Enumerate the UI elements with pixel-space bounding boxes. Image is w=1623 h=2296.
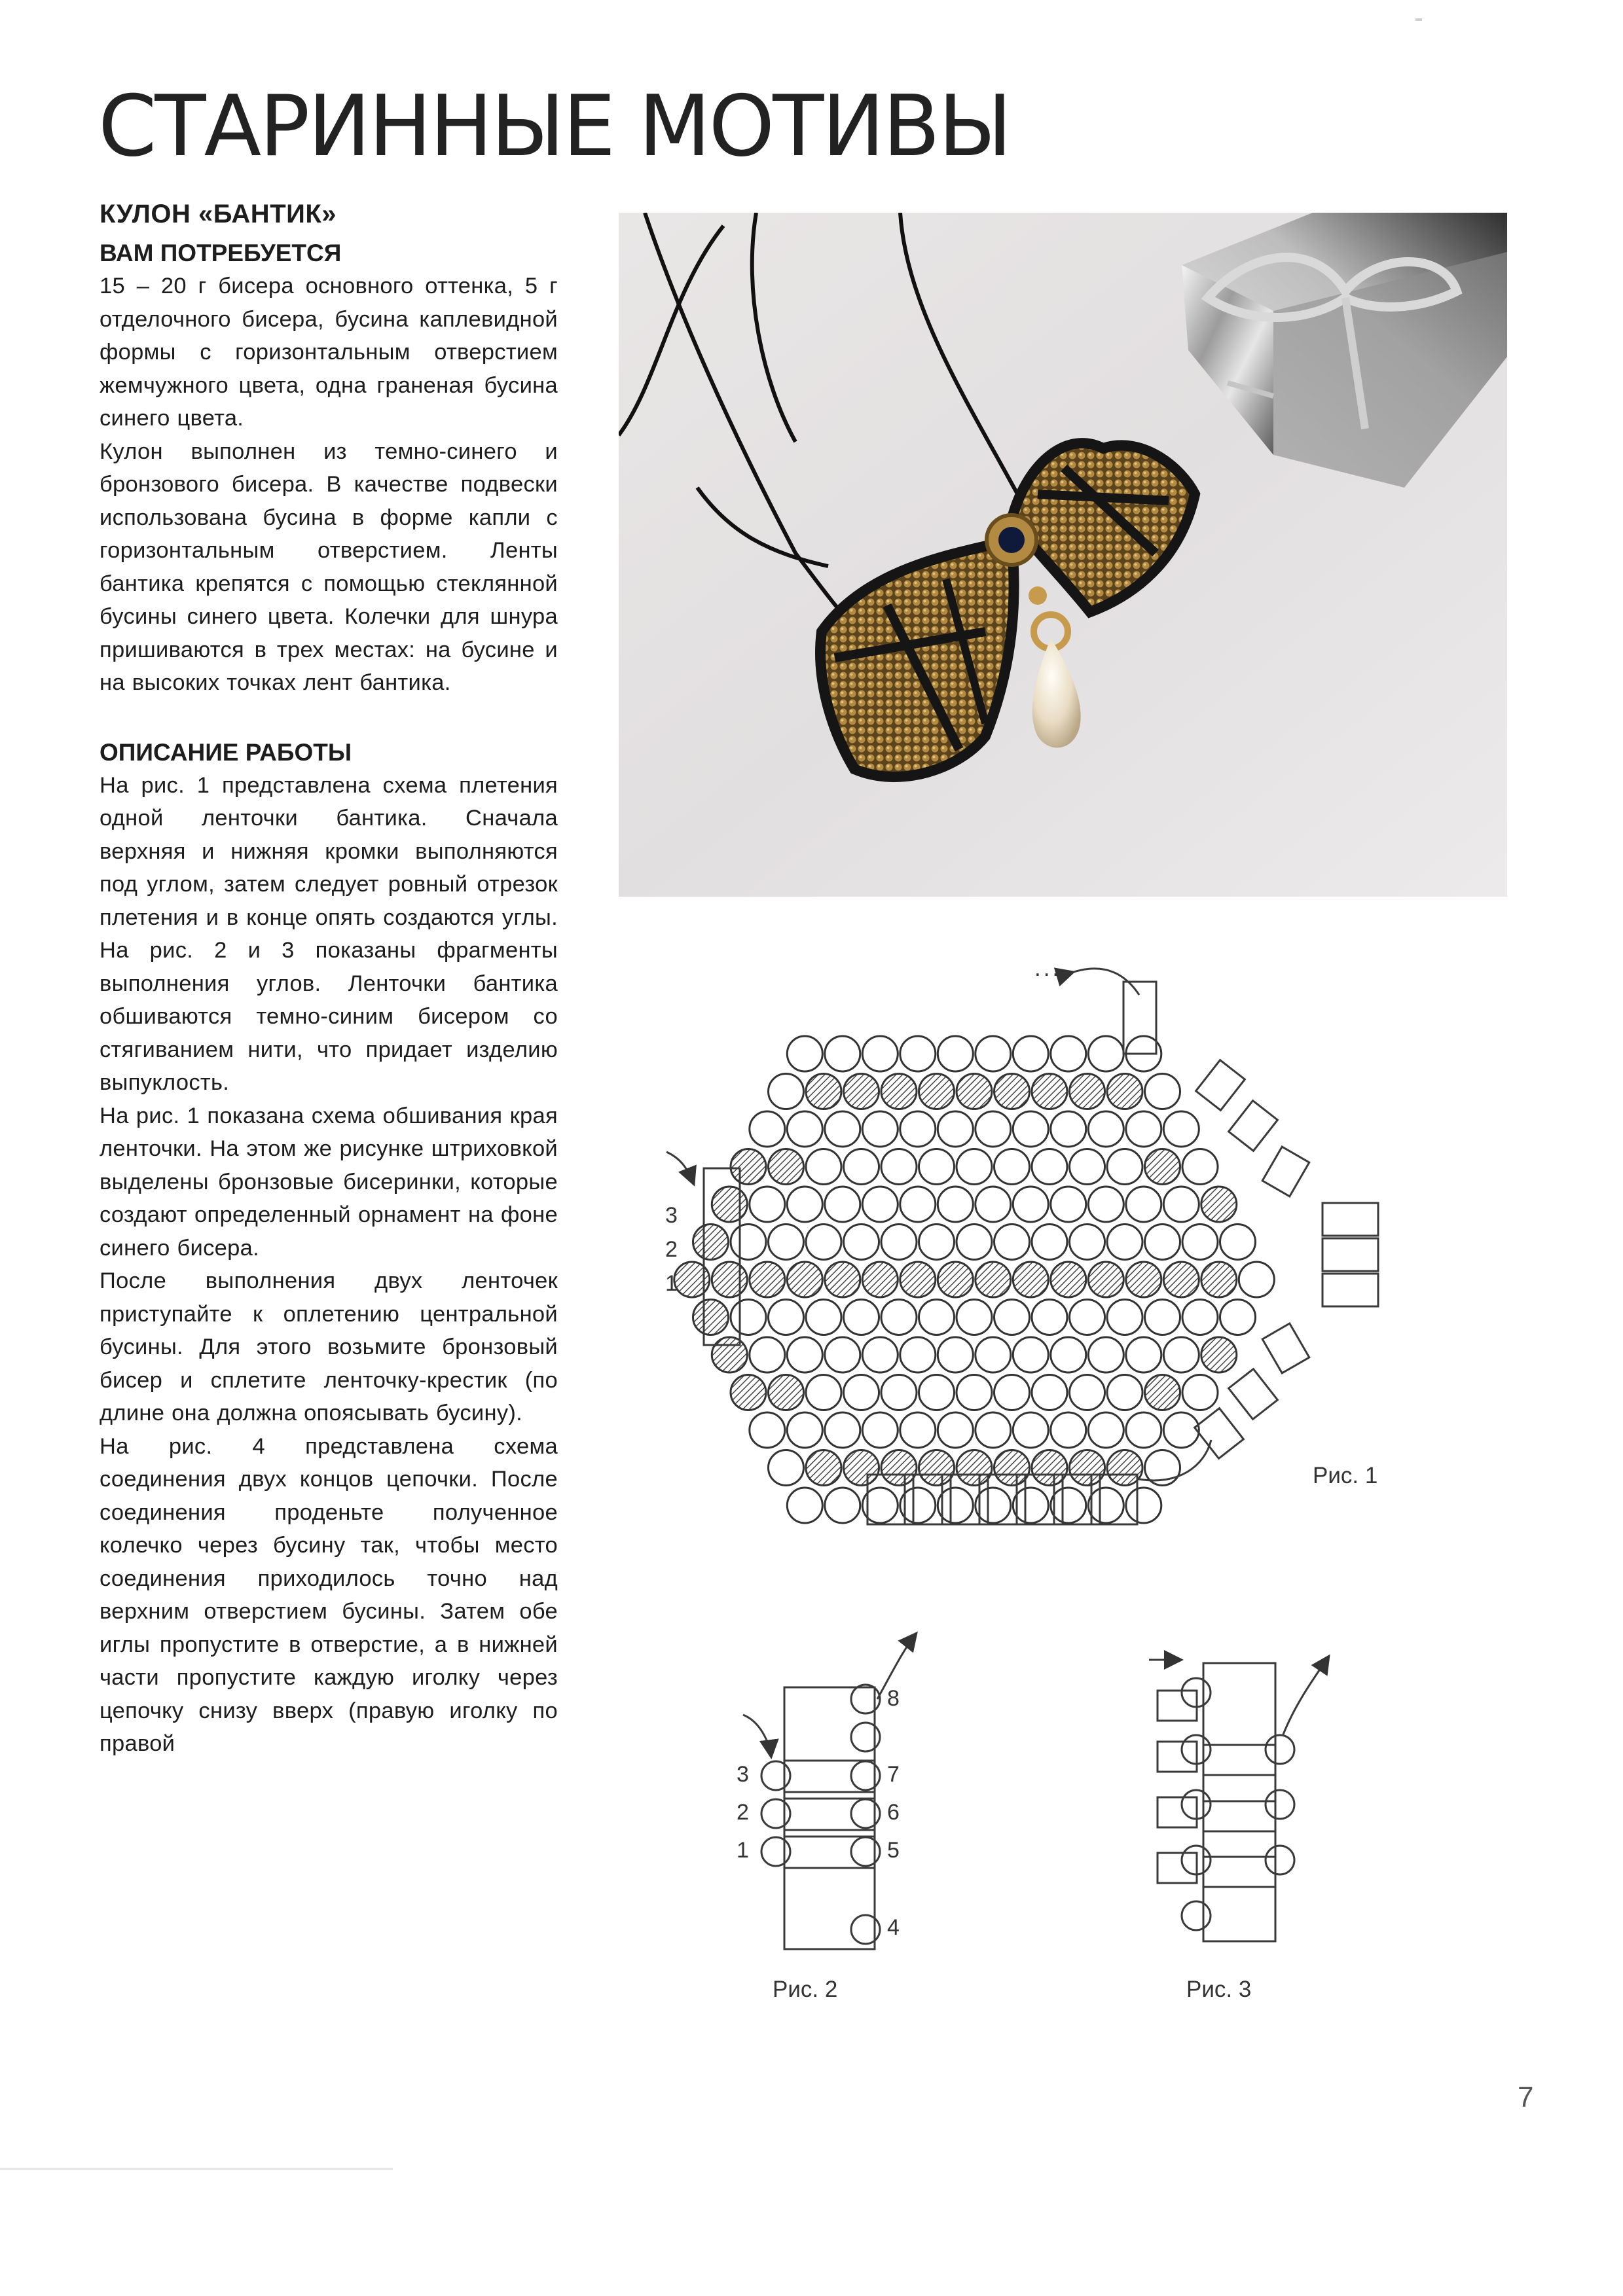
blue-bead bbox=[787, 1337, 822, 1372]
blue-bead bbox=[1126, 1488, 1161, 1523]
blue-bead bbox=[881, 1375, 917, 1410]
bronze-bead bbox=[1163, 1262, 1199, 1297]
blue-bead bbox=[1088, 1111, 1123, 1147]
blue-bead bbox=[957, 1149, 992, 1185]
blue-bead bbox=[881, 1149, 917, 1185]
blue-bead bbox=[825, 1488, 860, 1523]
bronze-bead bbox=[1145, 1149, 1180, 1185]
blue-bead bbox=[1182, 1149, 1218, 1185]
blue-bead bbox=[976, 1187, 1011, 1222]
bronze-bead bbox=[862, 1262, 898, 1297]
bronze-bead bbox=[1032, 1074, 1067, 1109]
blue-bead bbox=[1107, 1149, 1142, 1185]
work-heading: ОПИСАНИЕ РАБОТЫ bbox=[100, 738, 352, 766]
intro-text: Кулон выполнен из темно-синего и бронзового бисера. В качестве подвески использована бусина в форме капли с горизонтальным отверстием. Ленты бантика крепятся с помощью стеклянной бусины синего цвета. Колечки для шнура пришиваются в трех местах: на бусине и на высоких точках лент бантика. bbox=[100, 439, 558, 695]
bronze-bead bbox=[994, 1074, 1030, 1109]
blue-bead bbox=[1107, 1375, 1142, 1410]
blue-bead bbox=[731, 1225, 766, 1260]
blue-bead bbox=[994, 1300, 1030, 1335]
work-paragraph-4: На рис. 4 представлена схема соединения двух концов цепочки. После соединения проденьте полученное колечко через бусину так, чтобы место соединения приходилось точно над верхним отверстием бусины. Затем обе иглы пропустите в отверстие, а в нижней части пропустите каждую иголку через цепочку снизу вверх (правую иголку по правой bbox=[100, 1433, 558, 1756]
blue-bead bbox=[938, 1337, 973, 1372]
blue-bead bbox=[1126, 1111, 1161, 1147]
blue-bead bbox=[787, 1488, 822, 1523]
blue-bead bbox=[1163, 1337, 1199, 1372]
blue-bead bbox=[1088, 1412, 1123, 1448]
blue-bead bbox=[825, 1036, 860, 1071]
blue-bead bbox=[1126, 1187, 1161, 1222]
bronze-bead bbox=[844, 1450, 879, 1486]
blue-bead bbox=[731, 1300, 766, 1335]
blue-bead bbox=[938, 1412, 973, 1448]
blue-bead bbox=[769, 1450, 804, 1486]
blue-bead bbox=[769, 1300, 804, 1335]
figure-2-left-number-3: 3 bbox=[737, 1762, 749, 1787]
work-paragraph-2: На рис. 1 показана схема обшивания края ленточки. На этом же рисунке штриховкой выделены бронзовые бисеринки, которые создают определенный орнамент на фоне синего бисера. bbox=[100, 1103, 558, 1261]
blue-bead bbox=[806, 1149, 841, 1185]
bronze-bead bbox=[693, 1300, 729, 1335]
article-subtitle: КУЛОН «БАНТИК» bbox=[100, 200, 337, 228]
blue-bead bbox=[1163, 1412, 1199, 1448]
blue-bead bbox=[750, 1111, 785, 1147]
blue-bead bbox=[994, 1149, 1030, 1185]
blue-bead bbox=[1126, 1337, 1161, 1372]
blue-bead bbox=[806, 1375, 841, 1410]
blue-bead bbox=[787, 1412, 822, 1448]
blue-bead bbox=[938, 1187, 973, 1222]
blue-bead bbox=[1088, 1337, 1123, 1372]
blue-bead bbox=[825, 1111, 860, 1147]
work-paragraph-3: После выполнения двух ленточек приступайте к оплетению центральной бусины. Для этого возьмите бронзовый бисер и сплетите ленточку-крестик (по длине она должна опоясывать бусину). bbox=[100, 1268, 558, 1426]
blue-bead bbox=[1126, 1412, 1161, 1448]
blue-bead bbox=[825, 1412, 860, 1448]
blue-bead bbox=[862, 1111, 898, 1147]
blue-bead bbox=[769, 1074, 804, 1109]
blue-bead bbox=[1163, 1111, 1199, 1147]
bronze-bead bbox=[806, 1450, 841, 1486]
blue-bead bbox=[750, 1337, 785, 1372]
blue-bead bbox=[881, 1225, 917, 1260]
bronze-bead bbox=[1070, 1074, 1105, 1109]
blue-bead bbox=[976, 1412, 1011, 1448]
blue-bead bbox=[976, 1488, 1011, 1523]
figure-2-right-number-8: 8 bbox=[887, 1686, 900, 1711]
blue-bead bbox=[787, 1187, 822, 1222]
bronze-bead bbox=[787, 1262, 822, 1297]
blue-bead bbox=[1070, 1375, 1105, 1410]
blue-bead bbox=[1145, 1300, 1180, 1335]
blue-bead bbox=[1013, 1036, 1048, 1071]
blue-bead bbox=[1032, 1149, 1067, 1185]
blue-bead bbox=[787, 1111, 822, 1147]
blue-bead bbox=[844, 1375, 879, 1410]
figure-2-right-number-5: 5 bbox=[887, 1838, 900, 1863]
bronze-bead bbox=[825, 1262, 860, 1297]
bronze-bead bbox=[1201, 1187, 1237, 1222]
footer-rule bbox=[0, 2168, 393, 2170]
bronze-bead bbox=[881, 1074, 917, 1109]
blue-bead bbox=[806, 1300, 841, 1335]
blue-bead bbox=[1051, 1412, 1086, 1448]
blue-bead bbox=[994, 1225, 1030, 1260]
bronze-bead bbox=[976, 1262, 1011, 1297]
figure-3-diagram bbox=[1149, 1656, 1329, 1941]
blue-bead bbox=[957, 1300, 992, 1335]
blue-bead bbox=[844, 1300, 879, 1335]
bronze-bead bbox=[1145, 1375, 1180, 1410]
blue-bead bbox=[862, 1187, 898, 1222]
figure-2-left-number-2: 2 bbox=[737, 1800, 749, 1825]
bronze-bead bbox=[806, 1074, 841, 1109]
figure-2-diagram bbox=[743, 1633, 917, 1949]
bronze-bead bbox=[1088, 1262, 1123, 1297]
bronze-bead bbox=[881, 1450, 917, 1486]
work-paragraph-1: На рис. 1 представлена схема плетения одной ленточки бантика. Сначала верхняя и нижняя кромки выполняются под углом, затем следует ровный отрезок плетения и в конце опять создаются углы. На рис. 2 и 3 показаны фрагменты выполнения углов. Ленточки бантика обшиваются темно-синим бисером со стягиванием нити, что придает изделию выпуклость. bbox=[100, 772, 558, 1095]
bronze-bead bbox=[712, 1187, 747, 1222]
blue-bead bbox=[1032, 1300, 1067, 1335]
blue-bead bbox=[900, 1111, 936, 1147]
figure-2-left-number-1: 1 bbox=[737, 1838, 749, 1863]
blue-bead bbox=[957, 1375, 992, 1410]
blue-bead bbox=[1220, 1225, 1256, 1260]
blue-bead bbox=[957, 1225, 992, 1260]
blue-bead bbox=[1107, 1300, 1142, 1335]
blue-bead bbox=[1032, 1375, 1067, 1410]
bronze-bead bbox=[769, 1149, 804, 1185]
bronze-bead bbox=[712, 1337, 747, 1372]
page-title: СТАРИННЫЕ МОТИВЫ bbox=[98, 78, 1010, 175]
bronze-bead bbox=[731, 1149, 766, 1185]
bronze-bead bbox=[1201, 1262, 1237, 1297]
blue-bead bbox=[1088, 1036, 1123, 1071]
blue-bead bbox=[862, 1036, 898, 1071]
blue-bead bbox=[919, 1149, 955, 1185]
bronze-bead bbox=[938, 1262, 973, 1297]
blue-bead bbox=[844, 1225, 879, 1260]
figure-2-right-number-4: 4 bbox=[887, 1915, 900, 1940]
blue-bead bbox=[1145, 1225, 1180, 1260]
bronze-bead bbox=[769, 1375, 804, 1410]
blue-bead bbox=[825, 1187, 860, 1222]
blue-bead bbox=[1107, 1225, 1142, 1260]
needs-text: 15 – 20 г бисера основного оттенка, 5 г отделочного бисера, бусина каплевидной формы с горизонтальным отверстием жемчужного цвета, одна граненая бусина синего цвета. bbox=[100, 274, 558, 431]
blue-bead bbox=[938, 1111, 973, 1147]
blue-bead bbox=[1182, 1300, 1218, 1335]
blue-bead bbox=[1051, 1488, 1086, 1523]
blue-bead bbox=[1088, 1187, 1123, 1222]
blue-bead bbox=[1088, 1488, 1123, 1523]
figure-2-right-number-6: 6 bbox=[887, 1800, 900, 1825]
blue-bead bbox=[938, 1036, 973, 1071]
bronze-bead bbox=[693, 1225, 729, 1260]
page-number: 7 bbox=[1518, 2081, 1534, 2113]
bronze-bead bbox=[957, 1074, 992, 1109]
blue-bead bbox=[919, 1375, 955, 1410]
blue-bead bbox=[1013, 1111, 1048, 1147]
blue-bead bbox=[750, 1187, 785, 1222]
blue-bead bbox=[1070, 1149, 1105, 1185]
blue-bead bbox=[1051, 1036, 1086, 1071]
blue-bead bbox=[1051, 1187, 1086, 1222]
blue-bead bbox=[919, 1225, 955, 1260]
figure-3-label: Рис. 3 bbox=[1186, 1977, 1252, 2002]
blue-bead bbox=[806, 1225, 841, 1260]
blue-bead bbox=[1220, 1300, 1256, 1335]
bronze-bead bbox=[994, 1450, 1030, 1486]
blue-bead bbox=[862, 1412, 898, 1448]
bronze-bead bbox=[1201, 1337, 1237, 1372]
blue-bead bbox=[1239, 1262, 1274, 1297]
blue-bead bbox=[750, 1412, 785, 1448]
blue-bead bbox=[976, 1036, 1011, 1071]
blue-bead bbox=[1013, 1337, 1048, 1372]
blue-bead bbox=[825, 1337, 860, 1372]
blue-bead bbox=[1163, 1187, 1199, 1222]
blue-bead bbox=[1013, 1488, 1048, 1523]
blue-bead bbox=[862, 1337, 898, 1372]
bronze-bead bbox=[712, 1262, 747, 1297]
blue-bead bbox=[787, 1036, 822, 1071]
blue-bead bbox=[1013, 1187, 1048, 1222]
blue-bead bbox=[1182, 1225, 1218, 1260]
bronze-bead bbox=[900, 1262, 936, 1297]
blue-bead bbox=[900, 1036, 936, 1071]
blue-bead bbox=[976, 1337, 1011, 1372]
bronze-bead bbox=[731, 1375, 766, 1410]
bronze-bead bbox=[1107, 1074, 1142, 1109]
blue-bead bbox=[881, 1300, 917, 1335]
blue-bead bbox=[900, 1412, 936, 1448]
blue-bead bbox=[1032, 1225, 1067, 1260]
bronze-bead bbox=[1051, 1262, 1086, 1297]
blue-bead bbox=[900, 1337, 936, 1372]
figure-2-right-number-7: 7 bbox=[887, 1762, 900, 1787]
figure-1-thread-dots: ... bbox=[1034, 956, 1062, 981]
figure-1-bead-grid bbox=[674, 1036, 1275, 1523]
blue-bead bbox=[844, 1149, 879, 1185]
figure-2-label: Рис. 2 bbox=[773, 1977, 838, 2002]
blue-bead bbox=[1070, 1300, 1105, 1335]
figure-1-label: Рис. 1 bbox=[1313, 1463, 1378, 1488]
blue-bead bbox=[1145, 1074, 1180, 1109]
bronze-bead bbox=[957, 1450, 992, 1486]
figure-1-row-number-3: 3 bbox=[665, 1203, 678, 1228]
bronze-bead bbox=[1013, 1262, 1048, 1297]
blue-bead bbox=[976, 1111, 1011, 1147]
bronze-bead bbox=[1126, 1262, 1161, 1297]
bronze-bead bbox=[750, 1262, 785, 1297]
blue-bead bbox=[919, 1300, 955, 1335]
blue-bead bbox=[994, 1375, 1030, 1410]
blue-bead bbox=[900, 1187, 936, 1222]
blue-bead bbox=[1070, 1225, 1105, 1260]
figure-1-row-number-2: 2 bbox=[665, 1237, 678, 1262]
bronze-bead bbox=[844, 1074, 879, 1109]
figure-1-row-number-1: 1 bbox=[665, 1271, 678, 1296]
blue-bead bbox=[1013, 1412, 1048, 1448]
bronze-bead bbox=[919, 1074, 955, 1109]
blue-bead bbox=[1051, 1337, 1086, 1372]
blue-bead bbox=[769, 1225, 804, 1260]
needs-heading: ВАМ ПОТРЕБУЕТСЯ bbox=[100, 240, 342, 266]
blue-bead bbox=[1051, 1111, 1086, 1147]
bronze-bead bbox=[919, 1450, 955, 1486]
blue-bead bbox=[1182, 1375, 1218, 1410]
